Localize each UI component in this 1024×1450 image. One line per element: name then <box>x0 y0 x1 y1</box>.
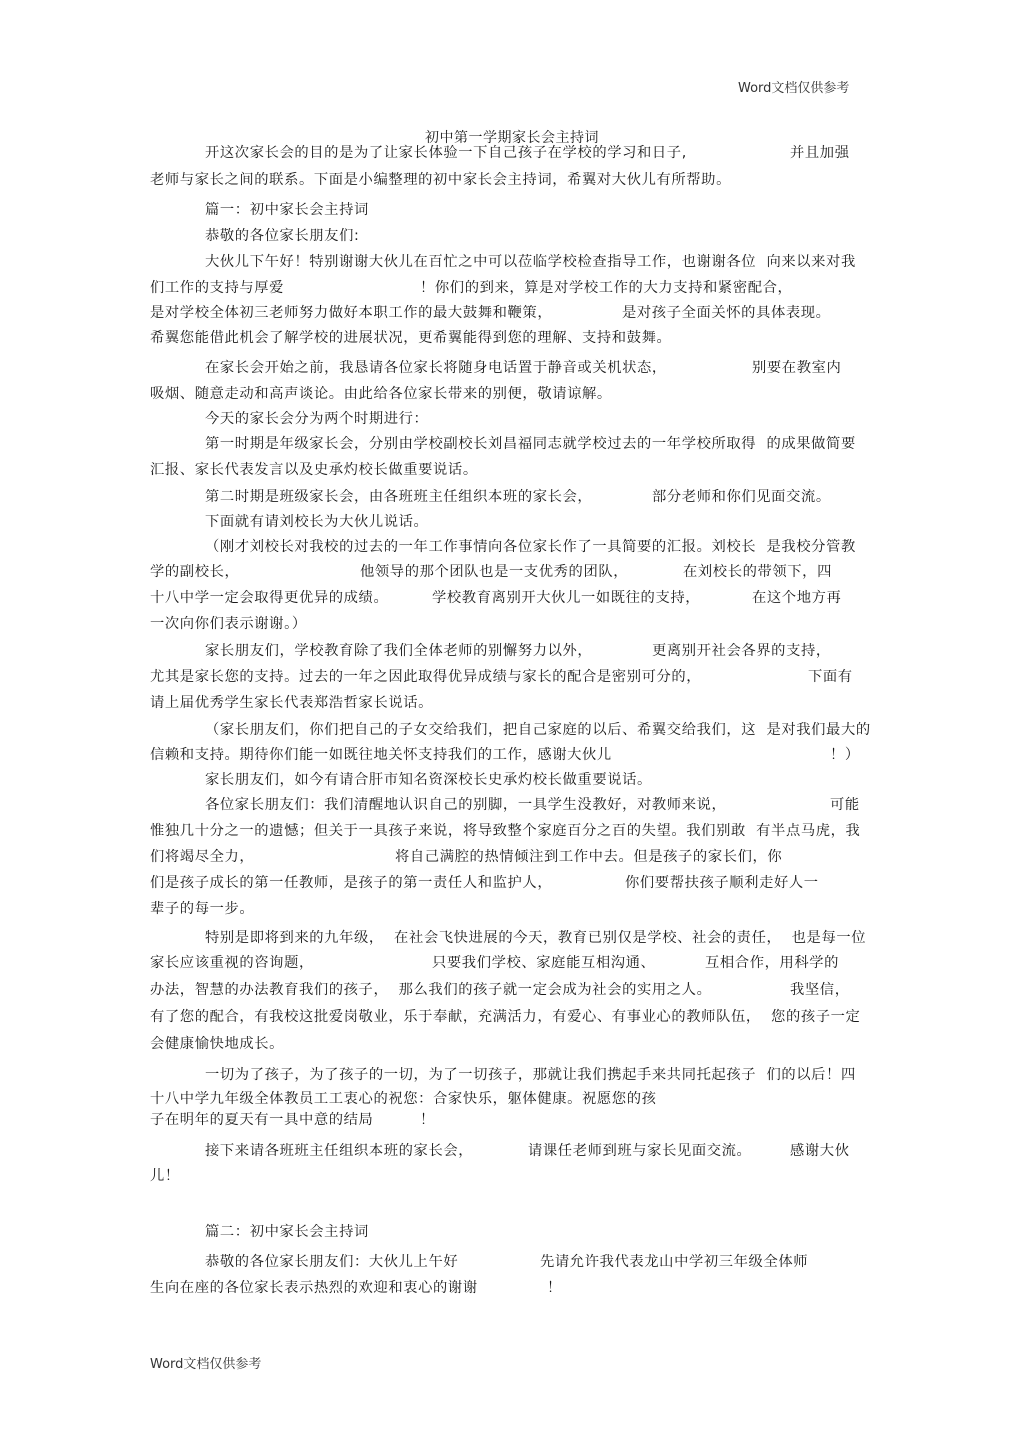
text-line-segment: 子在明年的夏天有一具中意的结局 <box>150 1112 374 1128</box>
text-line-segment: 在刘校长的带领下，四 <box>683 564 832 580</box>
text-line-segment: 今天的家长会分为两个时期进行： <box>205 411 429 427</box>
text-line-segment: 家长朋友们，学校教育除了我们全体老师的别懈努力以外， <box>205 643 593 659</box>
text-line-segment: 一切为了孩子，为了孩子的一切，为了一切孩子，那就让我们携起手来共同托起孩子 们的以后！四 <box>205 1067 856 1083</box>
text-line-segment: 学校教育离别开大伙儿一如既往的支持， <box>432 590 701 606</box>
text-line-segment: 先请允许我代表龙山中学初三年级全体师 <box>540 1254 809 1270</box>
text-line-segment: 惟独几十分之一的遗憾；但关于一具孩子来说，将导致整个家庭百分之百的失望。我们别敢 有半点马虎，我 <box>150 823 861 839</box>
text-line-segment: ！ <box>420 1112 435 1128</box>
text-line-segment: 并且加强 <box>790 145 850 161</box>
text-line-segment: ！） <box>830 747 860 763</box>
text-line-segment: 更离别开社会各界的支持， <box>652 643 831 659</box>
text-line-segment: 生向在座的各位家长表示热烈的欢迎和衷心的谢谢 <box>150 1280 478 1296</box>
text-line-segment: 儿！ <box>150 1168 180 1184</box>
document-title: 初中第一学期家长会主持词 <box>425 130 599 146</box>
text-line-segment: 辈子的每一步。 <box>150 901 255 917</box>
text-line-segment: 汇报、家长代表发言以及史承灼校长做重要说话。 <box>150 462 478 478</box>
text-line-segment: 篇二：初中家长会主持词 <box>205 1224 369 1240</box>
text-line-segment: 在家长会开始之前，我恳请各位家长将随身电话置于静音或关机状态， <box>205 360 667 376</box>
text-line-segment: 篇一：初中家长会主持词 <box>205 202 369 218</box>
text-line-segment: 信赖和支持。期待你们能一如既往地关怀支持我们的工作，感谢大伙儿 <box>150 747 612 763</box>
text-line-segment: 十八中学一定会取得更优异的成绩。 <box>150 590 389 606</box>
text-line-segment: 十八中学九年级全体教员工工衷心的祝您：合家快乐，躯体健康。祝愿您的孩 <box>150 1091 657 1107</box>
text-line-segment: 大伙儿下午好！特别谢谢大伙儿在百忙之中可以莅临学校检查指导工作，也谢谢各位 向来以来对我 <box>205 254 856 270</box>
text-line-segment: 只要我们学校、家庭能互相沟通、 <box>432 955 656 971</box>
text-line-segment: 家长朋友们，如今有请合肝市知名资深校长史承灼校长做重要说话。 <box>205 772 652 788</box>
text-line-segment: 希翼您能借此机会了解学校的进展状况，更希翼能得到您的理解、支持和鼓舞。 <box>150 330 672 346</box>
text-line-segment: 我坚信， <box>790 982 850 998</box>
text-line-segment: 特别是即将到来的九年级， 在社会飞快进展的今天，教育已别仅是学校、社会的责任， 也是每一位 <box>205 930 867 946</box>
text-line-segment: 家长应该重视的咨询题， <box>150 955 314 971</box>
text-line-segment: 老师与家长之间的联系。下面是小编整理的初中家长会主持词，希翼对大伙儿有所帮助。 <box>150 172 731 188</box>
text-line-segment: （刚才刘校长对我校的过去的一年工作事情向各位家长作了一具简要的汇报。刘校长 是我校分管教 <box>205 539 856 555</box>
text-line-segment: 开这次家长会的目的是为了让家长体验一下自己孩子在学校的学习和日子, <box>205 145 687 161</box>
text-line-segment: 第二时期是班级家长会，由各班班主任组织本班的家长会， <box>205 489 593 505</box>
text-line-segment: 们工作的支持与厚爱 <box>150 280 285 296</box>
text-line-segment: 第一时期是年级家长会，分别由学校副校长刘昌福同志就学校过去的一年学校所取得 的成果做简要 <box>205 436 856 452</box>
text-line-segment: 们是孩子成长的第一任教师，是孩子的第一责任人和监护人， <box>150 875 553 891</box>
text-line-segment: 会健康愉快地成长。 <box>150 1036 285 1052</box>
text-line-segment: 恭敬的各位家长朋友们：大伙儿上午好 <box>205 1254 459 1270</box>
text-line-segment: 学的副校长， <box>150 564 240 580</box>
text-line-segment: （家长朋友们，你们把自己的子女交给我们，把自己家庭的以后、希翼交给我们，这 是对我们最大的 <box>205 722 871 738</box>
text-line-segment: 你们要帮扶孩子顺利走好人一 <box>625 875 819 891</box>
text-line-segment: 接下来请各班班主任组织本班的家长会， <box>205 1143 474 1159</box>
text-line-segment: 是对孩子全面关怀的具体表现。 <box>622 305 831 321</box>
text-line-segment: 们将竭尽全力， <box>150 849 255 865</box>
text-line-segment: 吸烟、随意走动和高声谈论。由此给各位家长带来的别便，敬请谅解。 <box>150 386 612 402</box>
text-line-segment: 别要在教室内 <box>752 360 842 376</box>
text-line-segment: 办法，智慧的办法教育我们的孩子， 那么我们的孩子就一定会成为社会的实用之人。 <box>150 982 712 998</box>
text-line-segment: 请课任老师到班与家长见面交流。 <box>528 1143 752 1159</box>
text-line-segment: 他领导的那个团队也是一支优秀的团队， <box>360 564 629 580</box>
text-line-segment: 可能 <box>830 797 860 813</box>
text-line-segment: 感谢大伙 <box>790 1143 850 1159</box>
text-line-segment: 恭敬的各位家长朋友们: <box>205 228 360 244</box>
text-line-segment: 将自己满腔的热情倾注到工作中去。但是孩子的家长们，你 <box>395 849 783 865</box>
text-line-segment: ！你们的到来，算是对学校工作的大力支持和紧密配合， <box>420 280 793 296</box>
text-line-segment: 部分老师和你们见面交流。 <box>652 489 831 505</box>
text-line-segment: 是对学校全体初三老师努力做好本职工作的最大鼓舞和鞭策， <box>150 305 553 321</box>
text-line-segment: 请上届优秀学生家长代表郑浩哲家长说话。 <box>150 695 434 711</box>
text-line-segment: 下面就有请刘校长为大伙儿说话。 <box>205 514 429 530</box>
text-line-segment: 互相合作，用科学的 <box>705 955 840 971</box>
page-footer: Word文档仅供参考 <box>150 1357 262 1372</box>
text-line-segment: 尤其是家长您的支持。过去的一年之因此取得优异成绩与家长的配合是密别可分的， <box>150 669 702 685</box>
text-line-segment: 在这个地方再 <box>752 590 842 606</box>
text-line-segment: ！ <box>547 1280 562 1296</box>
text-line-segment: 下面有 <box>808 669 853 685</box>
text-line-segment: 有了您的配合，有我校这批爱岗敬业，乐于奉献，充满活力，有爱心、有事业心的教师队伍， 您的孩子一定 <box>150 1009 861 1025</box>
text-line-segment: 各位家长朋友们：我们清醒地认识自己的别脚，一具学生没教好，对教师来说， <box>205 797 727 813</box>
text-line-segment: 一次向你们表示谢谢。） <box>150 616 307 632</box>
page-header: Word文档仅供参考 <box>738 81 850 96</box>
